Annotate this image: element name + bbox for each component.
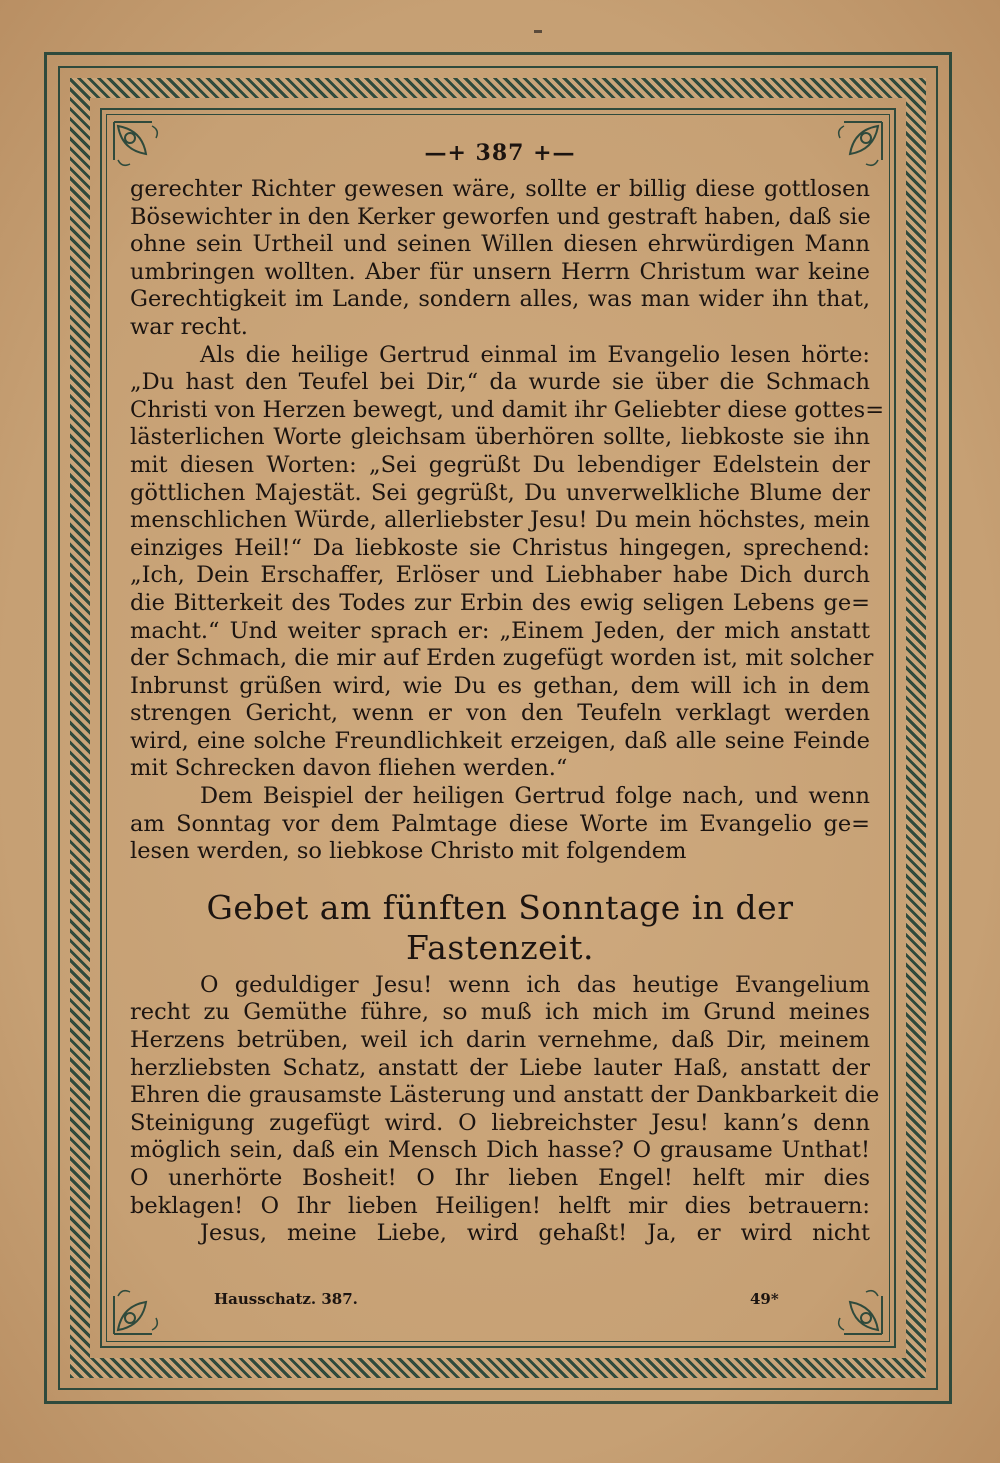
text-line: Bösewichter in den Kerker geworfen und gestraft haben, daß sie (130, 203, 871, 230)
print-mark (534, 30, 542, 33)
text-line: Gerechtigkeit im Lande, sondern alles, was man wider ihn that, (130, 286, 870, 313)
text-line: herzliebsten Schatz, anstatt der Liebe lauter Haß, anstatt der (130, 1054, 870, 1081)
text-body (130, 176, 885, 1248)
text-line: strengen Gericht, wenn er von den Teufeln verklagt werden (130, 700, 870, 727)
text-line: Dem Beispiel der heiligen Gertrud folge nach, und wenn (200, 783, 870, 810)
text-line: ohne sein Urtheil und seinen Willen diesen ehrwürdigen Mann (130, 231, 870, 258)
text-line: O geduldiger Jesu! wenn ich das heutige Evangelium (200, 971, 870, 998)
text-line: beklagen! O Ihr lieben Heiligen! helft mir dies betrauern: (130, 1192, 870, 1219)
text-line: „Ich, Dein Erschaffer, Erlöser und Liebhaber habe Dich durch (130, 562, 870, 589)
text-line: Inbrunst grüßen wird, wie Du es gethan, dem will ich in dem (130, 672, 870, 699)
corner-ornament-icon (824, 1276, 884, 1336)
text-line: göttlichen Majestät. Sei gegrüßt, Du unverwelkliche Blume der (130, 479, 870, 506)
text-line: die Bitterkeit des Todes zur Erbin des ewig seligen Lebens ge= (130, 589, 870, 616)
text-line: menschlichen Würde, allerliebster Jesu! Du mein höchstes, mein (130, 507, 870, 534)
text-line: recht zu Gemüthe führe, so muß ich mich im Grund meines (130, 999, 870, 1026)
text-line: macht.“ Und weiter sprach er: „Einem Jeden, der mich anstatt (130, 617, 870, 644)
text-line: Ehren die grausamste Lästerung und anstatt der Dankbarkeit die (130, 1082, 880, 1109)
text-line: O unerhörte Bosheit! O Ihr lieben Engel! helft mir dies (130, 1165, 870, 1191)
text-line: der Schmach, die mir auf Erden zugefügt worden ist, mit solcher (130, 645, 874, 672)
text-line: war recht. (130, 313, 248, 340)
text-line: einziges Heil!“ Da liebkoste sie Christus hingegen, sprechend: (130, 534, 870, 561)
text-line: am Sonntag vor dem Palmtage diese Worte im Evangelio ge= (130, 810, 870, 837)
text-line: Steinigung zugefügt wird. O liebreichster Jesu! kann’s denn (130, 1109, 870, 1136)
corner-ornament-icon (112, 1276, 172, 1336)
text-line: Christi von Herzen bewegt, und damit ihr Geliebter diese gottes= (130, 396, 885, 423)
text-line: lesen werden, so liebkose Christo mit folgendem (130, 838, 687, 865)
text-line: mit Schrecken davon fliehen werden.“ (130, 755, 568, 782)
text-line: lästerlichen Worte gleichsam überhören sollte, liebkoste sie ihn (130, 424, 870, 451)
text-line: Als die heilige Gertrud einmal im Evangelio lesen hörte: (200, 341, 870, 368)
text-line: umbringen wollten. Aber für unsern Herrn Christum war keine (130, 258, 870, 285)
text-line: Herzens betrüben, weil ich darin vernehme, daß Dir, meinem (130, 1027, 870, 1054)
text-line: mit diesen Worten: „Sei gegrüßt Du lebendiger Edelstein der (130, 451, 870, 478)
footer-signature: Hausschatz. 387. (214, 1290, 358, 1308)
text-line: „Du hast den Teufel bei Dir,“ da wurde sie über die Schmach (130, 369, 870, 396)
text-line: wird, eine solche Freundlichkeit erzeigen, daß alle seine Feinde (130, 727, 870, 754)
text-line: gerechter Richter gewesen wäre, sollte er billig diese gottlosen (130, 176, 870, 202)
text-line: Jesus, meine Liebe, wird gehaßt! Ja, er wird nicht (200, 1220, 870, 1247)
text-line: möglich sein, daß ein Mensch Dich hasse? O grausame Unthat! (130, 1137, 870, 1164)
page-number: —+ 387 +— (424, 140, 576, 166)
footer-sheet-mark: 49* (750, 1290, 779, 1308)
prayer-heading: Gebet am fünften Sonntage in der Fastenzeit. (206, 887, 794, 967)
